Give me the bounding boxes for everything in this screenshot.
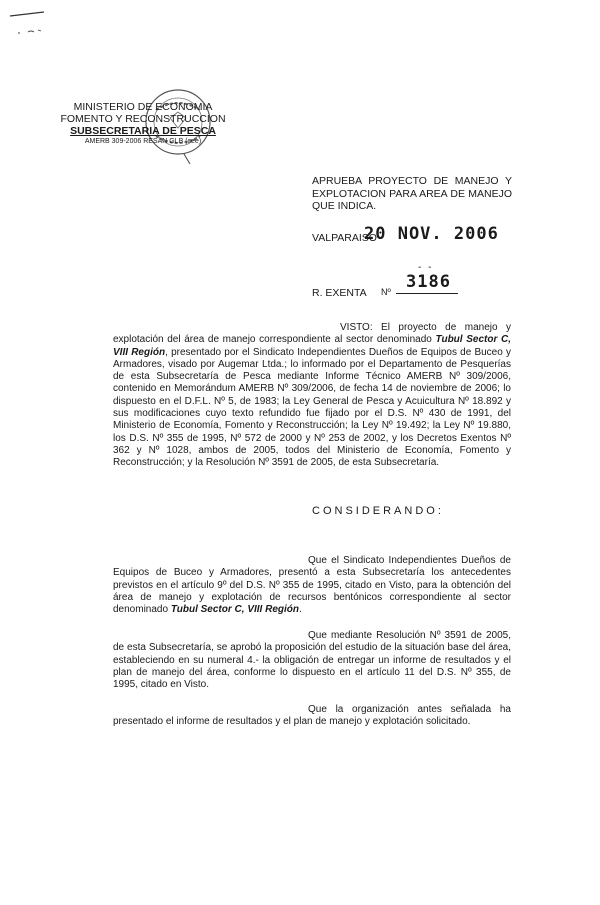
resolution-label: R. EXENTA [312, 287, 367, 299]
place-label: VALPARAISO [312, 232, 377, 244]
considerando-paragraph-2: Que mediante Resolución Nº 3591 de 2005, de esta Subsecretaría, se aprobó la proposición del estudio de la situación base del área, estableciendo en su numeral 4.- la obligación de entregar un informe de resultados y el plan de manejo del área, conforme lo dispuesto en el artículo 11 del D.S. Nº 355, de 1995, citado en Visto. [113, 630, 511, 691]
ministry-name-2: FOMENTO Y RECONSTRUCCION [60, 113, 226, 125]
considerando-heading: CONSIDERANDO: [312, 505, 444, 517]
sector-name: Tubul Sector C, VIII Región [113, 334, 511, 358]
visto-label: VISTO: [340, 322, 373, 333]
number-label: Nº [381, 287, 391, 297]
ministry-header [58, 101, 228, 147]
number-underline [396, 293, 458, 294]
reference-code: AMERB 309-2006 RESAN GLB (cee) [84, 138, 202, 145]
stamp-dashes: - - [418, 262, 434, 273]
considerando-paragraph-1: Que el Sindicato Independientes Dueños de Equipos de Buceo y Armadores, presentó a esta Subsecretaría los antecedentes previstos en el artículo 9º del D.S. Nº 355 de 1995, citado en Visto, para la obtención del área de manejo y explotación de recursos bentónicos correspondiente al sector denominado Tubul Sector C, VIII Región. [113, 555, 511, 616]
visto-paragraph: VISTO: El proyecto de manejo y explotación del área de manejo correspondiente al sector denominado Tubul Sector C, VIII Región, presentado por el Sindicato Independientes Dueños de Equipos de Buceo y Armadores, visado por Augemar Ltda.; lo informado por el Departamento de Pesquerías de esta Subsecretaría de Pesca mediante Informe Técnico AMERB Nº 309/2006, contenido en Memorándum AMERB Nº 309/2006, de fecha 14 de noviembre de 2006; lo dispuesto en el D.F.L. Nº 5, de 1983; la Ley General de Pesca y Acuicultura Nº 18.892 y sus modificaciones cuyo texto refundido fue fijado por el D.S. Nº 430 de 1991, del Ministerio de Economía, Fomento y Reconstrucción; la Ley Nº 19.492; la Ley Nº 19.880, los D.S. Nº 355 de 1995, Nº 572 de 2000 y Nº 253 de 2002, y los Decretos Exentos Nº 362 y Nº 1028, ambos de 2005, todos del Ministerio de Economía, Fomento y Reconstrucción; y la Resolución Nº 3591 de 2005, de esta Subsecretaría. [113, 322, 512, 469]
ministry-name: MINISTERIO DE ECONOMIA [73, 101, 213, 113]
date-stamp: 20 NOV. 2006 [364, 224, 499, 244]
handwritten-mark-icon [8, 10, 48, 38]
document-title: APRUEBA PROYECTO DE MANEJO Y EXPLOTACION PARA AREA DE MANEJO QUE INDICA. [312, 175, 512, 212]
subsecretaria-name: SUBSECRETARIA DE PESCA [70, 125, 216, 137]
resolution-number: 3186 [406, 272, 451, 292]
sector-name: Tubul Sector C, VIII Región [170, 604, 299, 616]
considerando-paragraph-3: Que la organización antes señalada ha presentado el informe de resultados y el plan de manejo y explotación solicitado. [113, 704, 511, 728]
